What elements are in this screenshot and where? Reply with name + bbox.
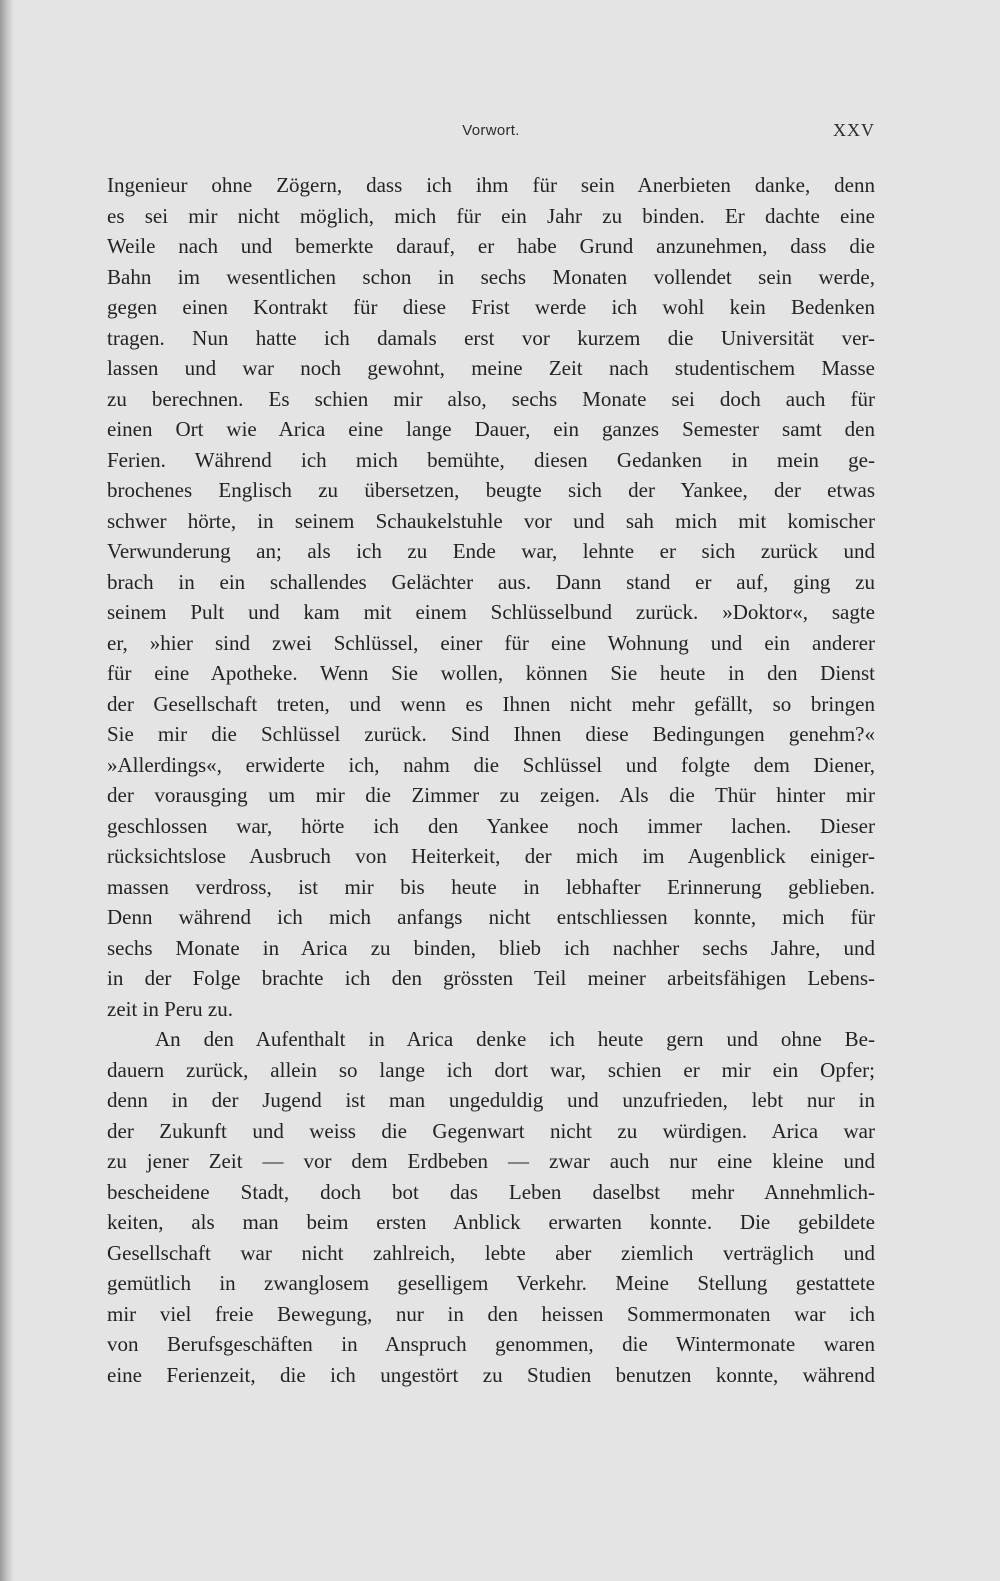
text-line: einen Ort wie Arica eine lange Dauer, ein ganzes Semester samt den	[107, 417, 875, 441]
text-line: mir viel freie Bewegung, nur in den heissen Sommermonaten war ich	[107, 1301, 875, 1326]
text-line: Verwunderung an; als ich zu Ende war, lehnte er sich zurück und	[107, 539, 875, 563]
text-line: rücksichtslose Ausbruch von Heiterkeit, der mich im Augenblick einiger-	[107, 844, 875, 868]
text-line: der Gesellschaft treten, und wenn es Ihnen nicht mehr gefällt, so bringen	[107, 691, 875, 716]
text-line: zu berechnen. Es schien mir also, sechs Monate sei doch auch für	[107, 386, 875, 411]
text-line: An den Aufenthalt in Arica denke ich heute gern und ohne Be-	[155, 1027, 875, 1051]
text-line: Bahn im wesentlichen schon in sechs Monaten vollendet sein werde,	[107, 264, 875, 289]
text-line: Sie mir die Schlüssel zurück. Sind Ihnen diese Bedingungen genehm?«	[107, 722, 875, 746]
text-line: lassen und war noch gewohnt, meine Zeit nach studentischem Masse	[107, 356, 875, 380]
text-line: Weile nach und bemerkte darauf, er habe Grund anzunehmen, dass die	[107, 234, 875, 258]
text-line: schwer hörte, in seinem Schaukelstuhle vor und sah mich mit komischer	[107, 508, 875, 533]
text-line: zu jener Zeit — vor dem Erdbeben — zwar auch nur eine kleine und	[107, 1149, 875, 1173]
text-line: brochenes Englisch zu übersetzen, beugte sich der Yankee, der etwas	[107, 478, 875, 502]
body-text	[107, 170, 875, 1390]
text-line: geschlossen war, hörte ich den Yankee noch immer lachen. Dieser	[107, 813, 875, 838]
paragraph-1	[107, 170, 875, 1024]
page-number: XXV	[833, 120, 875, 140]
text-line: keiten, als man beim ersten Anblick erwarten konnte. Die gebildete	[107, 1210, 875, 1234]
text-line: sechs Monate in Arica zu binden, blieb ich nachher sechs Jahre, und	[107, 935, 875, 960]
text-line: »Allerdings«, erwiderte ich, nahm die Schlüssel und folgte dem Diener,	[107, 752, 875, 777]
running-head	[107, 118, 875, 146]
text-line: für eine Apotheke. Wenn Sie wollen, können Sie heute in den Dienst	[107, 661, 875, 685]
text-line: in der Folge brachte ich den grössten Teil meiner arbeitsfähigen Lebens-	[107, 966, 875, 990]
text-line: Denn während ich mich anfangs nicht entschliessen konnte, mich für	[107, 905, 875, 929]
running-title: Vorwort.	[462, 122, 520, 139]
page-edge-shadow	[0, 0, 14, 1581]
text-line: Ingenieur ohne Zögern, dass ich ihm für sein Anerbieten danke, denn	[107, 173, 875, 197]
text-line: tragen. Nun hatte ich damals erst vor kurzem die Universität ver-	[107, 325, 875, 350]
text-line: gegen einen Kontrakt für diese Frist werde ich wohl kein Bedenken	[107, 295, 875, 319]
text-line: der vorausging um mir die Zimmer zu zeigen. Als die Thür hinter mir	[107, 783, 875, 807]
text-line: bescheidene Stadt, doch bot das Leben daselbst mehr Annehmlich-	[107, 1179, 875, 1204]
text-line: eine Ferienzeit, die ich ungestört zu Studien benutzen konnte, während	[107, 1362, 875, 1387]
text-line: seinem Pult und kam mit einem Schlüsselbund zurück. »Doktor«, sagte	[107, 600, 875, 624]
text-line: brach in ein schallendes Gelächter aus. Dann stand er auf, ging zu	[107, 569, 875, 594]
text-line: Ferien. Während ich mich bemühte, diesen Gedanken in mein ge-	[107, 447, 875, 472]
text-line: massen verdross, ist mir bis heute in lebhafter Erinnerung geblieben.	[107, 874, 875, 899]
text-line: zeit in Peru zu.	[107, 996, 233, 1021]
text-line: von Berufsgeschäften in Anspruch genommen, die Wintermonate waren	[107, 1332, 875, 1356]
text-line: dauern zurück, allein so lange ich dort war, schien er mir ein Opfer;	[107, 1057, 875, 1082]
text-line: der Zukunft und weiss die Gegenwart nicht zu würdigen. Arica war	[107, 1118, 875, 1143]
paragraph-2	[107, 1024, 875, 1390]
text-line: gemütlich in zwanglosem geselligem Verkehr. Meine Stellung gestattete	[107, 1271, 875, 1295]
text-line: denn in der Jugend ist man ungeduldig und unzufrieden, lebt nur in	[107, 1088, 875, 1112]
text-line: es sei mir nicht möglich, mich für ein Jahr zu binden. Er dachte eine	[107, 203, 875, 228]
text-line: Gesellschaft war nicht zahlreich, lebte aber ziemlich verträglich und	[107, 1240, 875, 1265]
text-line: er, »hier sind zwei Schlüssel, einer für eine Wohnung und ein anderer	[107, 630, 875, 655]
